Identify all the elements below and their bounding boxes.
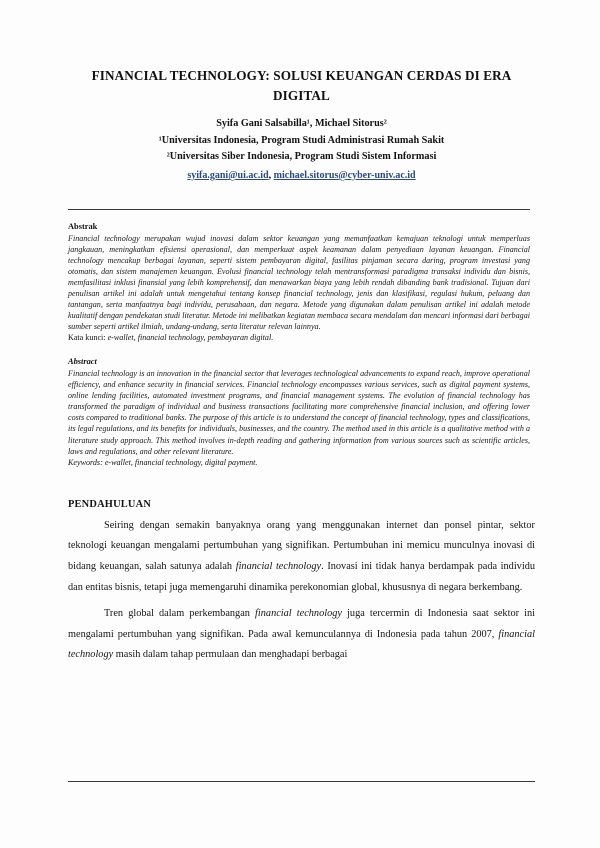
- title-block: [68, 0, 535, 183]
- par2-italic-1: financial technology: [255, 608, 342, 620]
- par2-text-c: masih dalam tahap permulaan dan menghadapi berbagai: [113, 649, 348, 661]
- abstract-keywords: [68, 457, 530, 468]
- abstract-body: Financial technology is an innovation in the financial sector that leverages technological advancements to expand reach, improve operational efficiency, and enhance security in financial services. Financial technology encompasses various services, such as digital payment systems, online lending facilities, automated investment programs, and financial management systems. The evolution of financial technology has transformed the paradigm of individual and business transactions facilitating more comprehensive financial inclusion, and offering lower costs compared to traditional banks. The purpose of this article is to understand the concept of financial technology, types and classifications, its legal regulations, and its benefits for individuals, businesses, and the country. The method used in this article is a qualitative method with a literature study approach. This method involves in-depth reading and gathering information from various sources such as scientific articles, laws and regulations, and other relevant literature.: [68, 368, 530, 456]
- par1-italic: financial technology: [235, 560, 322, 572]
- header-divider: [68, 209, 530, 210]
- par1-text-a: Seiring dengan semakin banyaknya orang yang menggunakan internet dan ponsel pintar, sektor teknologi keuangan mengalami pertumbuhan yang signifikan. Pertumbuhan ini memicu munculnya inovasi di bidang keuangan, salah satunya adalah: [68, 519, 535, 572]
- footer-divider: [68, 781, 535, 782]
- affiliation-2: ²Universitas Siber Indonesia, Program Studi Sistem Informasi: [166, 150, 437, 162]
- par2-text-b: juga tercermin di Indonesia saat sektor ini mengalami pertumbuhan yang signifikan. Pada awal kemunculannya di Indonesia pada tahun 2007,: [68, 608, 536, 640]
- abstrak-section: [68, 221, 530, 343]
- affiliation-1: ¹Universitas Indonesia, Program Studi Administrasi Rumah Sakit: [158, 135, 445, 146]
- abstrak-keywords: [68, 332, 530, 343]
- abstrak-keywords-label: Kata kunci:: [68, 333, 106, 343]
- par2-text-a: Tren global dalam perkembangan: [104, 608, 256, 620]
- abstrak-keywords-value: e-wallet, financial technology, pembayaran digital.: [107, 333, 274, 343]
- abstract-keywords-value: e-wallet, financial technology, digital payment.: [104, 457, 258, 467]
- abstrak-body: [68, 233, 530, 333]
- par2-italic-2: financial technology: [68, 628, 535, 661]
- abstract-keywords-label: Keywords:: [68, 457, 103, 467]
- email-link-2[interactable]: michael.sitorus@cyber-univ.ac.id: [273, 170, 416, 181]
- author-names: Syifa Gani Salsabilla¹, Michael Sitorus²: [216, 118, 387, 129]
- pendahuluan-heading: PENDAHULUAN: [68, 498, 152, 510]
- abstrak-body-text: Financial technology merupakan wujud inovasi dalam sektor keuangan yang memanfaatkan kemajuan teknologi untuk memperluas jangkauan, meningkatkan efisiensi operasional, dan memperkuat aspek keamanan dalam penyediaan layanan keuangan. Financial technology mencakup berbagai layanan, seperti sistem pembayaran digital, fasilitas pinjaman secara daring, program investasi yang otomatis, dan sistem manajemen keuangan. Evolusi financial technology telah mentransformasi paradigma transaksi individu dan bisnis, memfasilitasi inklusi finansial yang lebih komprehensif, dan menawarkan biaya yang lebih rendah dibanding bank tradisional. Tujuan dari penulisan artikel ini adalah untuk mengetahui tentang konsep financial technology, jenis dan klasifikasi, regulasi hukum, peluang dan tantangan, serta manfaatnya bagi individu, perusahaan, dan negara. Metode yang digunakan dalam penulisan artikel ini adalah metode kualitatif dengan pendekatan studi literatur. Metode ini melibatkan kegiatan membaca secara mendalam dan mencari informasi dari berbagai sumber seperti artikel ilmiah, undang-undang, serta literatur relevan lainnya.: [68, 233, 530, 332]
- pendahuluan-paragraph-1: [68, 516, 535, 598]
- abstrak-heading: Abstrak: [68, 222, 98, 231]
- email-link-1[interactable]: syifa.gani@ui.ac.id: [187, 170, 269, 181]
- page-content: [68, 0, 535, 666]
- author-list: [68, 116, 535, 131]
- email-line: [68, 168, 535, 183]
- page-title: FINANCIAL TECHNOLOGY: SOLUSI KEUANGAN CERDAS DI ERA DIGITAL: [91, 68, 512, 103]
- pendahuluan-paragraph-2: [68, 604, 535, 666]
- abstract-heading: Abstract: [68, 357, 97, 367]
- par1-text-b: . Inovasi ini tidak hanya berdampak pada individu dan entitas bisnis, tetapi juga memengaruhi dinamika perekonomian global, khususnya di negara berkembang.: [68, 560, 535, 593]
- email-separator: ,: [268, 170, 274, 181]
- abstract-section: [68, 356, 530, 467]
